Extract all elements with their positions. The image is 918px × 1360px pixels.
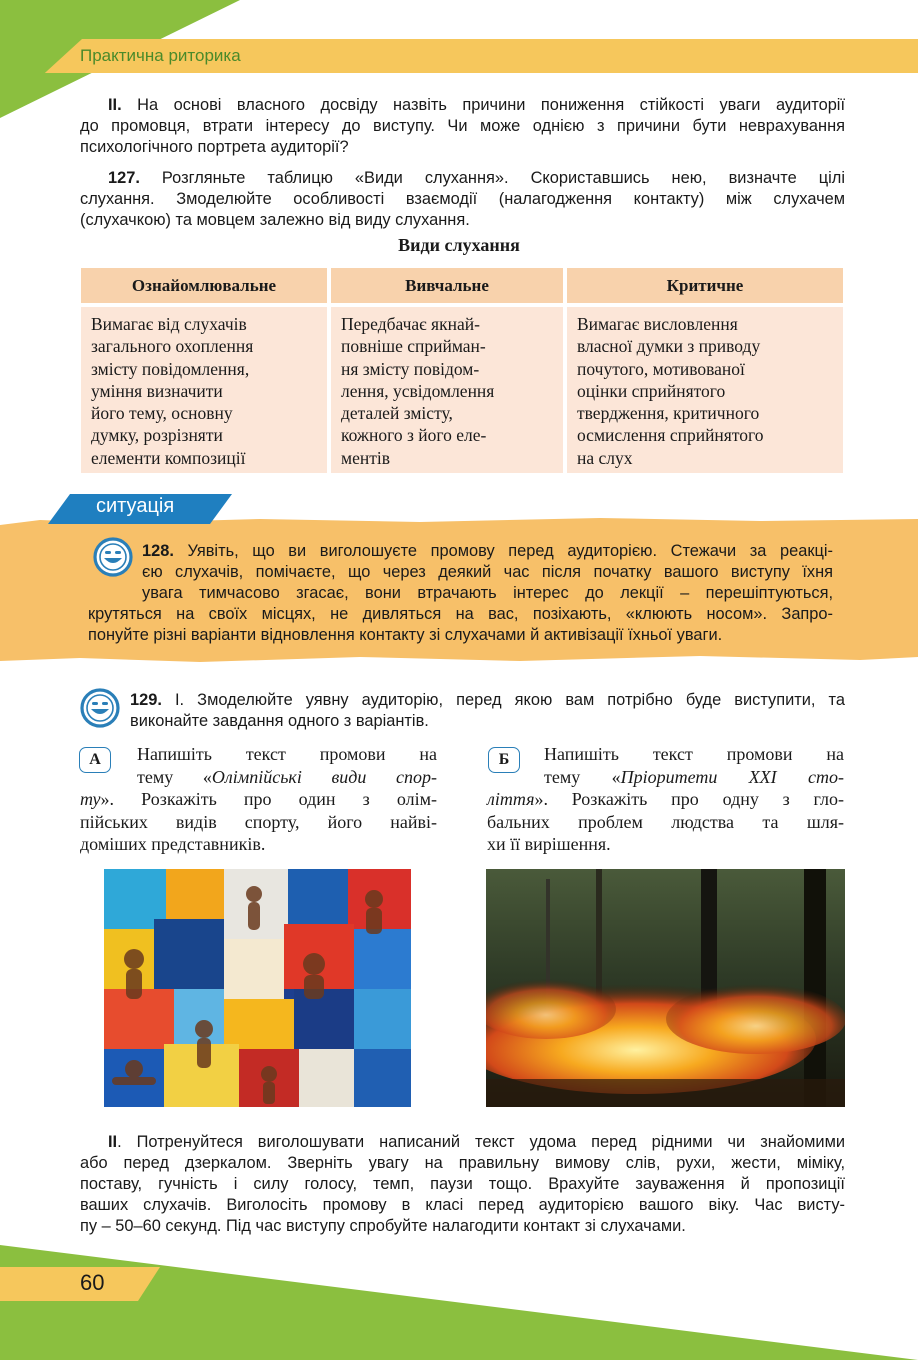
- task-ii-line: . Потренуйтеся виголошувати написаний текст удома перед рідними чи знайомими: [117, 1133, 845, 1151]
- table-title: Види слухання: [398, 235, 520, 255]
- table-cell-line: деталей змісту,: [341, 403, 453, 424]
- forest-fire-image: [486, 869, 845, 1107]
- variant-line-part: тему «: [137, 766, 212, 787]
- task-ii-line: На основі власного досвіду назвіть причини пониження стійкості уваги аудиторії: [137, 96, 845, 114]
- situation-tag-label: ситуація: [96, 495, 175, 517]
- smiley-icon: [80, 688, 120, 728]
- variant-line: [137, 766, 437, 789]
- variant-a-badge: А: [79, 747, 111, 773]
- table-cell-line: ментів: [341, 447, 390, 468]
- variant-line-part: тему «: [544, 766, 621, 787]
- task-number: 127.: [108, 169, 140, 187]
- variant-topic: Олімпійські види спор-: [211, 766, 438, 787]
- variant-line: [544, 766, 844, 789]
- table-header-cell: Критичне: [567, 268, 843, 303]
- table-cell-line: ня змісту повідом-: [341, 358, 480, 379]
- table-cell-line: на слух: [577, 447, 633, 468]
- task-128-line: увага тимчасово згасає, вони втрачають інтерес до лекції – перешіптуються,: [142, 584, 833, 602]
- task-ii-line: ваших слухачів. Виголосіть промову в класі перед аудиторією вашого віку. Час висту-: [80, 1196, 845, 1214]
- variant-line-part: ». Розкажіть про один з олім-: [100, 789, 437, 809]
- task-number: 129.: [130, 691, 162, 709]
- table-cell: [331, 307, 563, 473]
- footer-decoration: [0, 1245, 918, 1360]
- table-header-cell: Вивчальне: [331, 268, 563, 303]
- task-128-line: крутяться на своїх місцях, не дивляться на вас, позіхають, «клюють носом». Запро-: [88, 605, 833, 623]
- variant-line: Напишіть текст промови на: [544, 744, 844, 764]
- table-cell-line: лення, усвідомлення: [341, 380, 495, 401]
- table-cell-line: Вимагає висловлення: [577, 314, 738, 334]
- variant-topic: Пріоритети XXI сто-: [620, 766, 844, 787]
- task-129-line: І. Змоделюйте уявну аудиторію, перед якою вам потрібно буде виступити, та: [174, 691, 845, 709]
- table-cell-line: його тему, основну: [91, 403, 233, 424]
- variant-topic: ліття: [487, 789, 535, 809]
- task-ii-line: поставу, гучність і силу голосу, темп, паузи тощо. Врахуйте зауваження й пропозиції: [80, 1175, 845, 1193]
- task-ii-bottom: [80, 1132, 845, 1237]
- table-cell-line: Вимагає від слухачів: [91, 314, 247, 334]
- task-127-line: слухання. Змоделюйте особливості взаємодії (налагодження контакту) між слухачем: [80, 190, 845, 208]
- task-128-line: понуйте різні варіанти відновлення контакту зі слухачами й активізації їхньої уваги.: [88, 626, 723, 644]
- table-cell-line: почутого, мотивованої: [577, 358, 745, 379]
- table-cell: [567, 307, 843, 473]
- task-ii-line: пу – 50–60 секунд. Під час виступу спробуйте налагодити контакт зі слухачами.: [80, 1217, 686, 1235]
- variant-b-text: [487, 743, 844, 856]
- variant-line: пійських видів спорту, його найві-: [80, 811, 437, 832]
- task-128-line: єю слухачів, помічаєте, що через деякий час після початку вашого виступу їхня: [142, 563, 833, 581]
- variant-b-badge: Б: [488, 747, 520, 773]
- table-cell-line: змісту повідомлення,: [91, 358, 250, 379]
- variant-line: [80, 788, 437, 811]
- task-127: [80, 168, 845, 231]
- table-cell-line: оцінки сприйнятого: [577, 380, 726, 401]
- variant-line: [487, 788, 844, 811]
- task-129-line: виконайте завдання одного з варіантів.: [130, 712, 429, 730]
- task-129: [130, 690, 845, 732]
- table-cell-line: твердження, критичного: [577, 403, 760, 424]
- table-cell-line: повніше сприйман-: [341, 336, 486, 357]
- variant-line-part: ». Розкажіть про одну з гло-: [534, 789, 844, 809]
- table-cell-line: загального охоплення: [91, 336, 254, 357]
- page-header-title: Практична риторика: [80, 46, 241, 65]
- variant-line: хи її вирішення.: [487, 834, 611, 854]
- table-cell-line: осмислення сприйнятого: [577, 425, 764, 446]
- task-128-line: Уявіть, що ви виголошуєте промову перед аудиторією. Стежачи за реакці-: [187, 542, 833, 560]
- table-cell-line: власної думки з приводу: [577, 336, 761, 357]
- task-number: 128.: [142, 542, 174, 560]
- page-number: 60: [80, 1270, 105, 1295]
- variant-a-text: [80, 743, 437, 856]
- variant-topic: ту: [80, 789, 101, 809]
- variant-line: Напишіть текст промови на: [137, 744, 437, 764]
- table-cell-line: кожного з його еле-: [341, 425, 487, 446]
- task-128: [88, 541, 833, 646]
- variant-line: доміших представників.: [80, 834, 266, 854]
- task-127-line: Розгляньте таблицю «Види слухання». Скориставшись нею, визначте цілі: [161, 169, 845, 187]
- task-ii-marker: ІІ: [108, 1133, 118, 1151]
- variant-line: бальних проблем людства та шля-: [487, 811, 844, 832]
- task-ii-top: [80, 95, 845, 158]
- table-cell-line: думку, розрізняти: [91, 425, 223, 446]
- table-cell-line: елементи композиції: [91, 447, 246, 468]
- table-header-cell: Ознайомлювальне: [81, 268, 327, 303]
- task-127-line: (слухачкою) та мовцем залежно від виду слухання.: [80, 211, 470, 229]
- task-ii-marker: ІІ.: [108, 96, 122, 114]
- task-ii-line: до промовця, втрати інтересу до виступу. Чи може однією з причини бути неврахування: [80, 117, 845, 135]
- table-cell-line: Передбачає якнай-: [341, 314, 480, 334]
- task-ii-line: психологічного портрета аудиторії?: [80, 138, 349, 156]
- table-cell: [81, 307, 327, 473]
- task-ii-line: або перед дзеркалом. Зверніть увагу на правильну вимову слів, рухи, жести, міміку,: [80, 1154, 845, 1172]
- table-cell-line: уміння визначити: [91, 380, 223, 401]
- olympic-sports-collage-image: [104, 869, 411, 1107]
